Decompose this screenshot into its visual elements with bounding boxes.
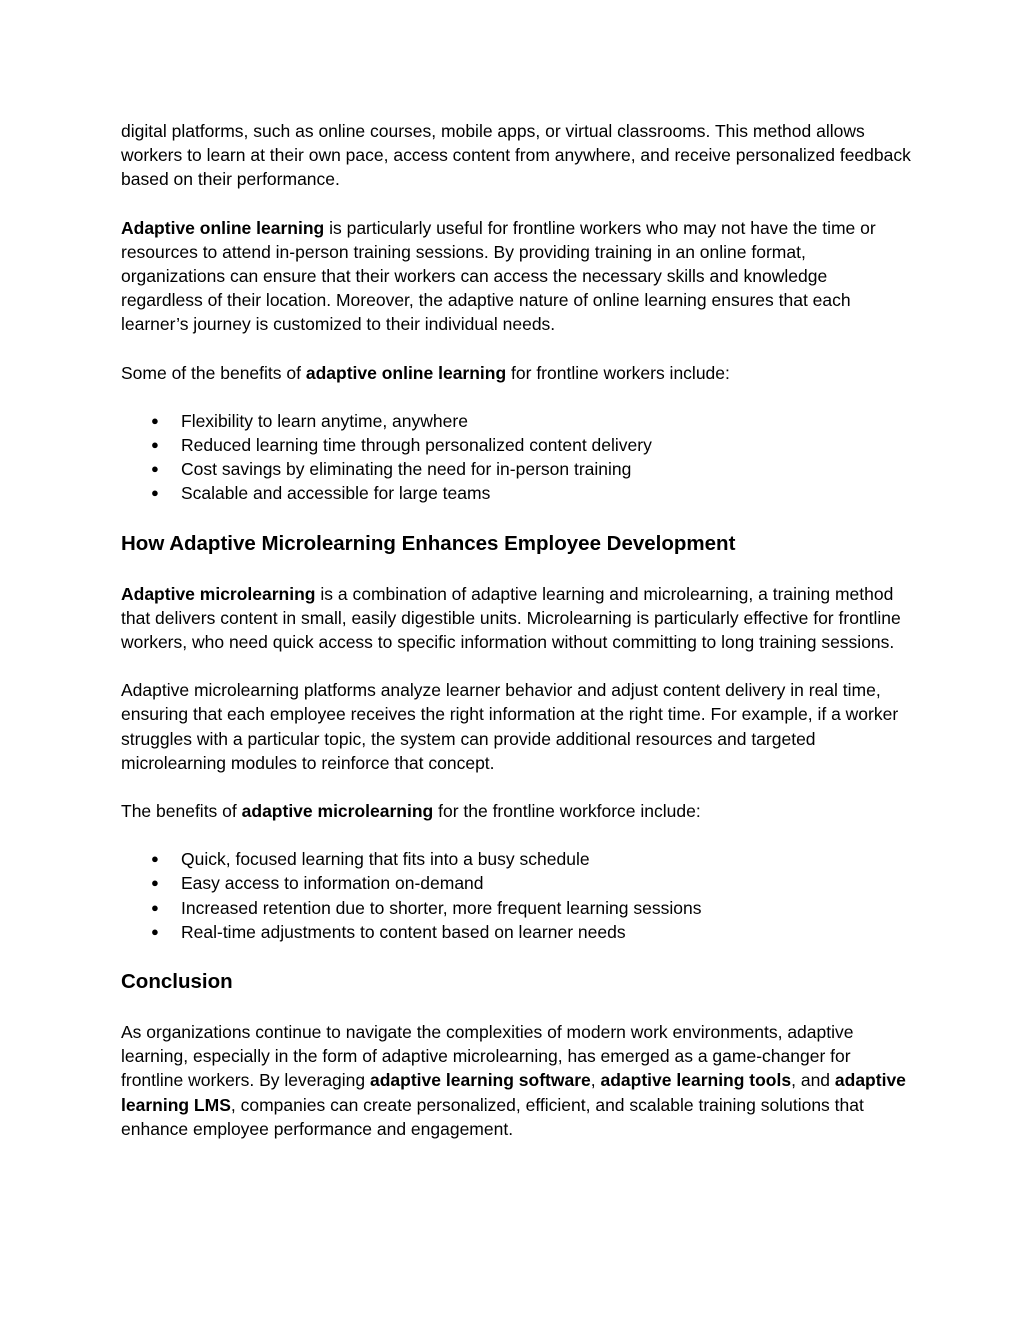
- list-item-text: Increased retention due to shorter, more frequent learning sessions: [181, 897, 702, 918]
- paragraph-text: Some of the benefits of: [121, 362, 306, 383]
- list-item: [121, 409, 911, 433]
- list-item: [121, 871, 911, 895]
- list-item: [121, 896, 911, 920]
- online-learning-paragraph: [121, 216, 911, 337]
- microlearning-platforms-paragraph: Adaptive microlearning platforms analyze learner behavior and adjust content delivery in real time, ensuring that each employee receives the right information at the right time. For example, if a worker struggles with a particular topic, the system can provide additional resources and targeted microlearning modules to reinforce that concept.: [121, 680, 899, 773]
- bullet-icon: ●: [151, 485, 159, 501]
- bold-term: adaptive online learning: [305, 362, 507, 383]
- conclusion-paragraph: [121, 1020, 911, 1141]
- bullet-icon: ●: [151, 437, 159, 453]
- bullet-icon: ●: [151, 412, 159, 428]
- paragraph-text: , companies can create personalized, efficient, and scalable training solutions that enhance employee performance and engagement.: [121, 1094, 864, 1139]
- list-item-text: Flexibility to learn anytime, anywhere: [181, 410, 468, 431]
- document-page: [121, 119, 911, 1141]
- list-item-text: Real-time adjustments to content based on learner needs: [181, 921, 626, 942]
- list-item-text: Scalable and accessible for large teams: [181, 483, 491, 504]
- paragraph-text: is particularly useful for frontline workers who may not have the time or resources to attend in-person training sessions. By providing training in an online format, organizations can ensure that their workers can access the necessary skills and knowledge regardless of their location. Moreover, the adaptive nature of online learning ensures that each learner’s journey is customized to their individual needs.: [121, 217, 876, 335]
- list-item: [121, 847, 911, 871]
- list-item: [121, 920, 911, 944]
- paragraph-text: ,: [590, 1070, 601, 1091]
- section-heading-conclusion: Conclusion: [121, 970, 233, 994]
- list-item-text: Easy access to information on-demand: [181, 873, 484, 894]
- online-benefits-list: [121, 409, 911, 506]
- list-item-text: Reduced learning time through personalized content delivery: [181, 435, 652, 456]
- list-item: [121, 481, 911, 505]
- bold-term: Adaptive microlearning: [121, 583, 316, 604]
- paragraph-text: is a combination of adaptive learning and microlearning, a training method that delivers content in small, easily digestible units. Microlearning is particularly effective for frontline workers, who need quick access to specific information without committing to long training sessions.: [121, 583, 901, 653]
- paragraph-text: The benefits of: [121, 801, 242, 822]
- bold-term: adaptive microlearning: [241, 801, 434, 822]
- bold-term: adaptive learning software: [370, 1070, 591, 1091]
- bold-term: adaptive learning tools: [600, 1070, 792, 1091]
- bullet-icon: ●: [151, 461, 159, 477]
- microlearning-paragraph: [121, 582, 911, 655]
- bullet-icon: ●: [151, 875, 159, 891]
- list-item-text: Cost savings by eliminating the need for in-person training: [181, 459, 632, 480]
- list-item: [121, 457, 911, 481]
- paragraph-text: , and: [791, 1070, 835, 1091]
- microlearning-benefits-list: [121, 847, 911, 944]
- list-item-text: Quick, focused learning that fits into a busy schedule: [181, 849, 590, 870]
- bullet-icon: ●: [151, 899, 159, 915]
- paragraph-text: for frontline workers include:: [506, 362, 730, 383]
- paragraph-text: for the frontline workforce include:: [433, 801, 701, 822]
- list-item: [121, 433, 911, 457]
- bold-term: adaptive learning LMS: [121, 1070, 906, 1115]
- microlearning-benefits-intro: [121, 799, 911, 823]
- online-benefits-intro: [121, 361, 911, 385]
- paragraph-text: As organizations continue to navigate the complexities of modern work environments, adaptive learning, especially in the form of adaptive microlearning, has emerged as a game-changer for frontline workers. By leveraging: [121, 1022, 854, 1091]
- bold-term: Adaptive online learning: [121, 217, 325, 238]
- bullet-icon: ●: [151, 923, 159, 939]
- bullet-icon: ●: [151, 851, 159, 867]
- section-heading-microlearning: How Adaptive Microlearning Enhances Employee Development: [121, 531, 736, 555]
- intro-paragraph: digital platforms, such as online courses, mobile apps, or virtual classrooms. This method allows workers to learn at their own pace, access content from anywhere, and receive personalized feedback based on their performance.: [121, 121, 911, 190]
